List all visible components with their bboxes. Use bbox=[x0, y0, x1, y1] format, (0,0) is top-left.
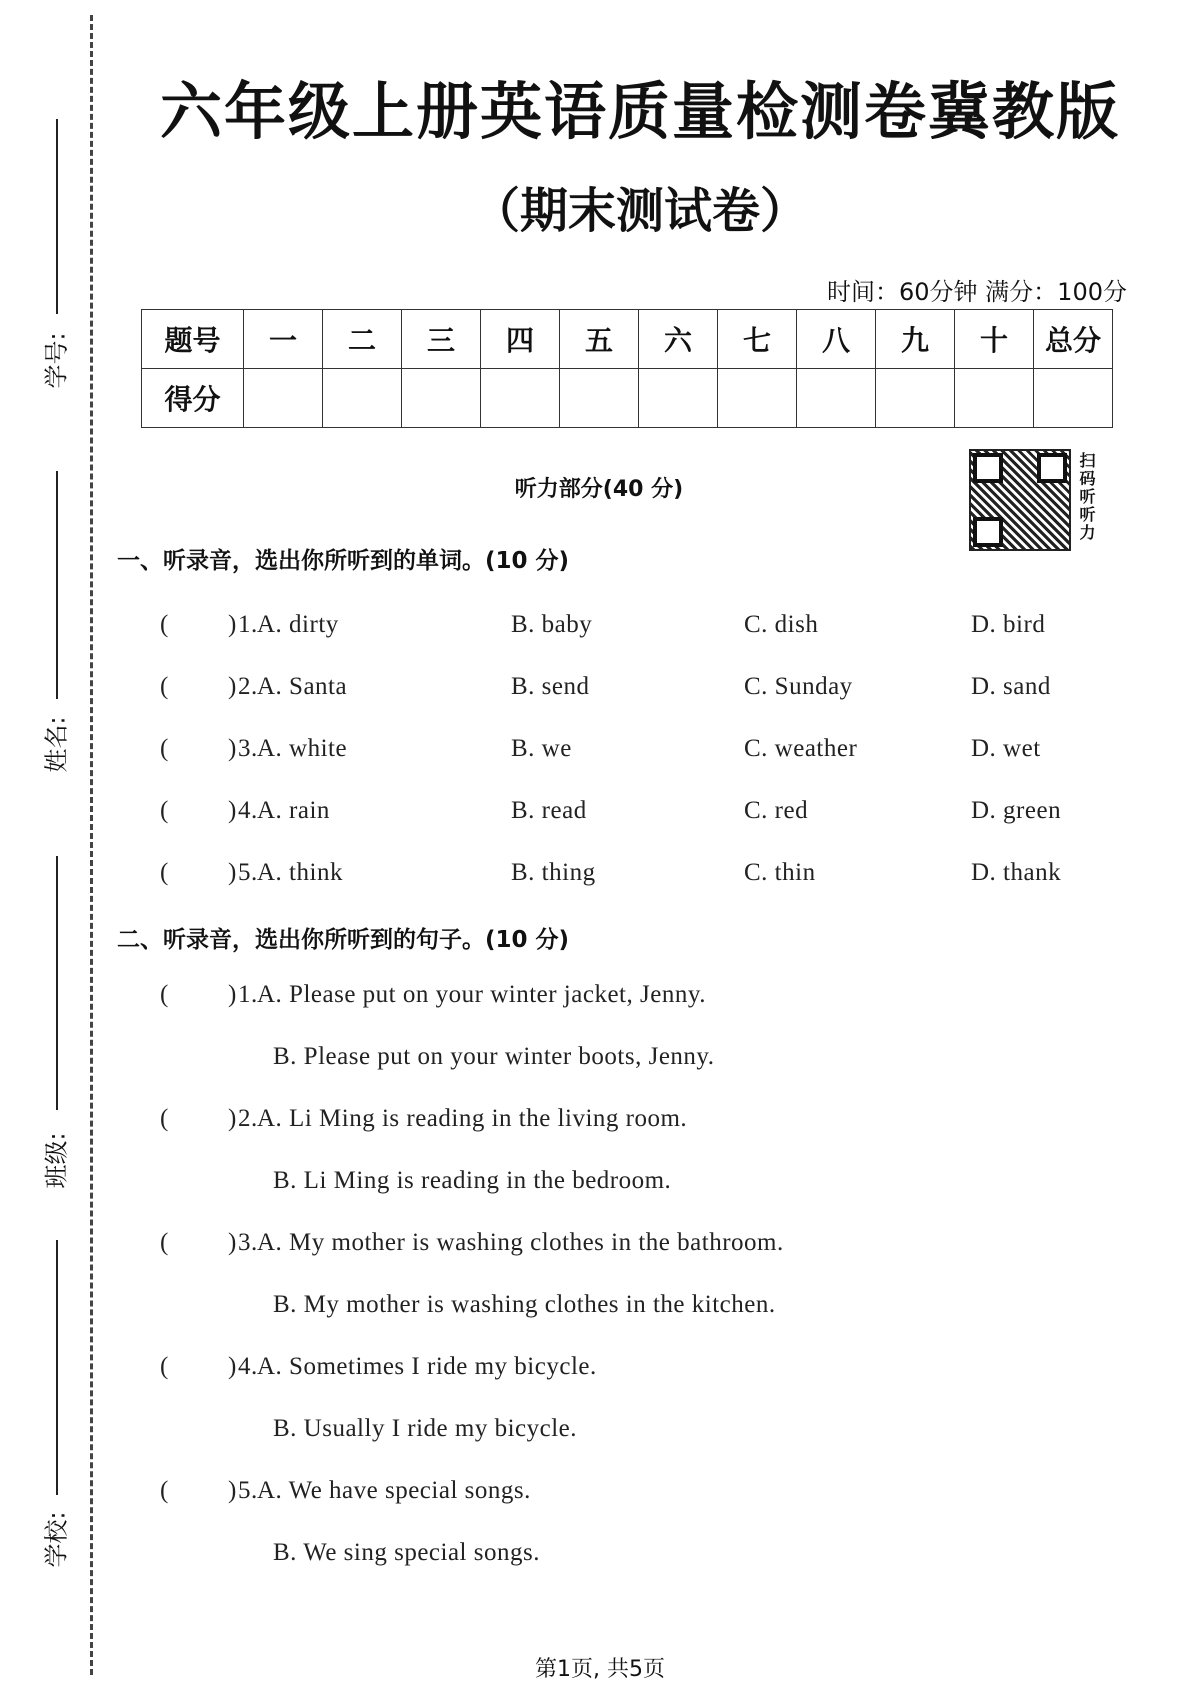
option-c: C. red bbox=[744, 797, 809, 824]
option-a: A. We have special songs. bbox=[257, 1477, 531, 1504]
answer-blank[interactable]: ( bbox=[160, 673, 169, 700]
option-d: D. thank bbox=[971, 859, 1062, 886]
option-b: B. send bbox=[511, 673, 590, 700]
page-title: 六年级上册英语质量检测卷冀教版 bbox=[159, 75, 1120, 148]
question-number: 3. bbox=[238, 1229, 258, 1256]
score-cell bbox=[876, 369, 955, 428]
answer-blank-close: ) bbox=[228, 1229, 237, 1256]
class-underline bbox=[56, 856, 58, 1110]
answer-blank[interactable]: ( bbox=[160, 611, 169, 638]
header-cell: 总分 bbox=[1034, 310, 1113, 369]
answer-blank[interactable]: ( bbox=[160, 859, 169, 886]
school-label: 学校: bbox=[42, 1511, 71, 1568]
answer-blank[interactable]: ( bbox=[160, 981, 169, 1008]
option-c: C. Sunday bbox=[744, 673, 853, 700]
score-table bbox=[141, 309, 1113, 428]
option-b: B. Li Ming is reading in the bedroom. bbox=[273, 1167, 672, 1194]
question-number: 5. bbox=[238, 859, 258, 886]
answer-blank[interactable]: ( bbox=[160, 1105, 169, 1132]
option-b: B. thing bbox=[511, 859, 596, 886]
option-d: D. wet bbox=[971, 735, 1041, 762]
score-cell bbox=[718, 369, 797, 428]
header-cell: 六 bbox=[639, 310, 718, 369]
option-b: B. baby bbox=[511, 611, 593, 638]
question-number: 5. bbox=[238, 1477, 258, 1504]
answer-blank[interactable]: ( bbox=[160, 797, 169, 824]
option-a: A. dirty bbox=[257, 611, 339, 638]
score-cell bbox=[244, 369, 323, 428]
class-label: 班级: bbox=[42, 1132, 71, 1189]
score-cell bbox=[797, 369, 876, 428]
listening-heading: 听力部分(40 分) bbox=[514, 477, 684, 502]
header-cell: 八 bbox=[797, 310, 876, 369]
option-a: A. My mother is washing clothes in the bathroom. bbox=[257, 1229, 784, 1256]
binding-dashed-line bbox=[90, 15, 93, 1675]
option-b: B. My mother is washing clothes in the kitchen. bbox=[273, 1291, 776, 1318]
option-b: B. we bbox=[511, 735, 572, 762]
answer-blank-close: ) bbox=[228, 1477, 237, 1504]
answer-blank[interactable]: ( bbox=[160, 1477, 169, 1504]
option-d: D. sand bbox=[971, 673, 1051, 700]
header-cell: 二 bbox=[323, 310, 402, 369]
score-cell bbox=[560, 369, 639, 428]
answer-blank[interactable]: ( bbox=[160, 1353, 169, 1380]
option-b: B. Usually I ride my bicycle. bbox=[273, 1415, 578, 1442]
header-cell: 四 bbox=[481, 310, 560, 369]
answer-blank-close: ) bbox=[228, 1105, 237, 1132]
question-number: 4. bbox=[238, 797, 258, 824]
section2-heading: 二、听录音，选出你所听到的句子。(10 分) bbox=[117, 927, 570, 953]
question-number: 2. bbox=[238, 1105, 258, 1132]
page-number: 第1页, 共5页 bbox=[535, 1657, 665, 1682]
question-number: 3. bbox=[238, 735, 258, 762]
name-underline bbox=[56, 471, 58, 699]
answer-blank-close: ) bbox=[228, 797, 237, 824]
answer-blank-close: ) bbox=[228, 981, 237, 1008]
option-b: B. read bbox=[511, 797, 587, 824]
student-id-label: 学号: bbox=[42, 332, 71, 389]
header-cell: 十 bbox=[955, 310, 1034, 369]
header-cell: 一 bbox=[244, 310, 323, 369]
question-number: 1. bbox=[238, 611, 258, 638]
answer-blank-close: ) bbox=[228, 735, 237, 762]
score-cell bbox=[1034, 369, 1113, 428]
score-cell bbox=[639, 369, 718, 428]
option-d: D. bird bbox=[971, 611, 1046, 638]
option-c: C. thin bbox=[744, 859, 816, 886]
qr-caption: 扫码听听力 bbox=[1077, 452, 1096, 542]
qr-code bbox=[969, 449, 1071, 551]
option-a: A. Sometimes I ride my bicycle. bbox=[257, 1353, 597, 1380]
name-label: 姓名: bbox=[42, 716, 71, 773]
answer-blank[interactable]: ( bbox=[160, 735, 169, 762]
score-row-label: 得分 bbox=[142, 369, 244, 428]
answer-blank-close: ) bbox=[228, 1353, 237, 1380]
time-info: 时间：60分钟 满分：100分 bbox=[827, 278, 1127, 306]
score-table-score-row bbox=[142, 369, 1113, 428]
page-subtitle: （期末测试卷） bbox=[471, 183, 808, 239]
option-c: C. weather bbox=[744, 735, 858, 762]
answer-blank-close: ) bbox=[228, 611, 237, 638]
option-a: A. Please put on your winter jacket, Jenny. bbox=[257, 981, 706, 1008]
score-cell bbox=[481, 369, 560, 428]
option-d: D. green bbox=[971, 797, 1062, 824]
option-a: A. think bbox=[257, 859, 343, 886]
question-number: 2. bbox=[238, 673, 258, 700]
header-cell: 五 bbox=[560, 310, 639, 369]
answer-blank-close: ) bbox=[228, 859, 237, 886]
question-number: 1. bbox=[238, 981, 258, 1008]
header-cell: 三 bbox=[402, 310, 481, 369]
option-a: A. white bbox=[257, 735, 348, 762]
header-cell: 七 bbox=[718, 310, 797, 369]
score-table-header-row bbox=[142, 310, 1113, 369]
option-a: A. Li Ming is reading in the living room. bbox=[257, 1105, 688, 1132]
header-cell: 题号 bbox=[142, 310, 244, 369]
school-underline bbox=[56, 1240, 58, 1495]
score-cell bbox=[955, 369, 1034, 428]
option-a: A. rain bbox=[257, 797, 330, 824]
option-a: A. Santa bbox=[257, 673, 348, 700]
section1-heading: 一、听录音，选出你所听到的单词。(10 分) bbox=[117, 548, 570, 574]
answer-blank[interactable]: ( bbox=[160, 1229, 169, 1256]
option-c: C. dish bbox=[744, 611, 819, 638]
score-cell bbox=[402, 369, 481, 428]
answer-blank-close: ) bbox=[228, 673, 237, 700]
option-b: B. Please put on your winter boots, Jenny. bbox=[273, 1043, 715, 1070]
question-number: 4. bbox=[238, 1353, 258, 1380]
score-cell bbox=[323, 369, 402, 428]
header-cell: 九 bbox=[876, 310, 955, 369]
option-b: B. We sing special songs. bbox=[273, 1539, 540, 1566]
